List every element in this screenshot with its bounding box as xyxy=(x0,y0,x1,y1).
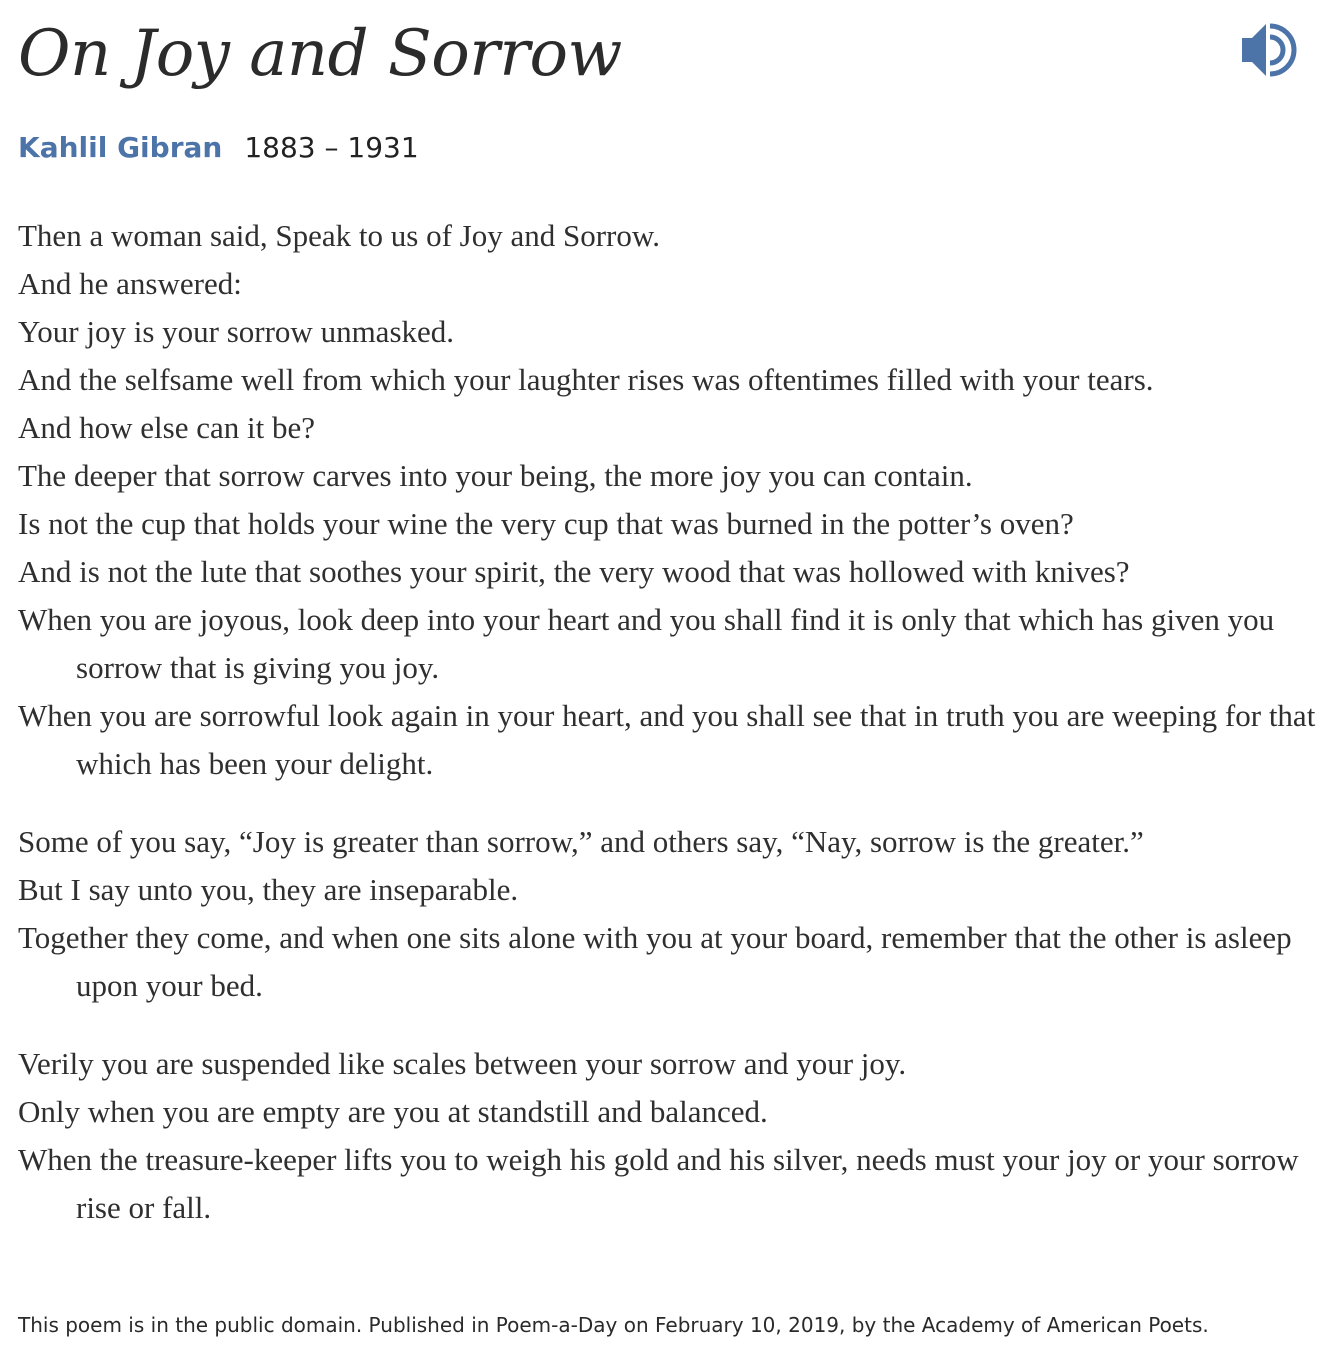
poem-line: When the treasure-keeper lifts you to weigh his gold and his silver, needs must your joy or your sorrow rise or fall. xyxy=(18,1142,1299,1225)
poem-line: Then a woman said, Speak to us of Joy and Sorrow. xyxy=(18,218,660,253)
speaker-icon xyxy=(1240,20,1300,80)
publication-credit: This poem is in the public domain. Published in Poem-a-Day on February 10, 2019, by the Academy of American Poets. xyxy=(18,1313,1209,1337)
stanza-2 xyxy=(18,818,1318,1010)
stanza-1 xyxy=(18,212,1318,788)
poem-line: Is not the cup that holds your wine the very cup that was burned in the potter’s oven? xyxy=(18,506,1074,541)
poem-line: Verily you are suspended like scales between your sorrow and your joy. xyxy=(18,1046,907,1081)
author-link[interactable]: Kahlil Gibran xyxy=(18,131,223,164)
poem-line: When you are sorrowful look again in your heart, and you shall see that in truth you are weeping for that which has been your delight. xyxy=(18,698,1316,781)
stanza-3 xyxy=(18,1040,1318,1232)
poem-line: And the selfsame well from which your laughter rises was oftentimes filled with your tears. xyxy=(18,362,1154,397)
poem-body xyxy=(18,212,1318,1262)
poem-line: Together they come, and when one sits alone with you at your board, remember that the other is asleep upon your bed. xyxy=(18,920,1292,1003)
poem-line: But I say unto you, they are inseparable. xyxy=(18,872,519,907)
poem-line: And is not the lute that soothes your spirit, the very wood that was hollowed with knives? xyxy=(18,554,1130,589)
poem-line: The deeper that sorrow carves into your being, the more joy you can contain. xyxy=(18,458,973,493)
byline xyxy=(18,128,419,168)
poem-line: And he answered: xyxy=(18,266,242,301)
poem-line: When you are joyous, look deep into your heart and you shall find it is only that which has given you sorrow that is giving you joy. xyxy=(18,602,1275,685)
poem-line: Some of you say, “Joy is greater than sorrow,” and others say, “Nay, sorrow is the greater.” xyxy=(18,824,1144,859)
poem-title: On Joy and Sorrow xyxy=(18,17,622,91)
audio-play-button[interactable] xyxy=(1240,20,1300,80)
author-dates: 1883 – 1931 xyxy=(244,131,419,164)
poem-line: Only when you are empty are you at standstill and balanced. xyxy=(18,1094,768,1129)
poem-line: And how else can it be? xyxy=(18,410,315,445)
poem-line: Your joy is your sorrow unmasked. xyxy=(18,314,455,349)
